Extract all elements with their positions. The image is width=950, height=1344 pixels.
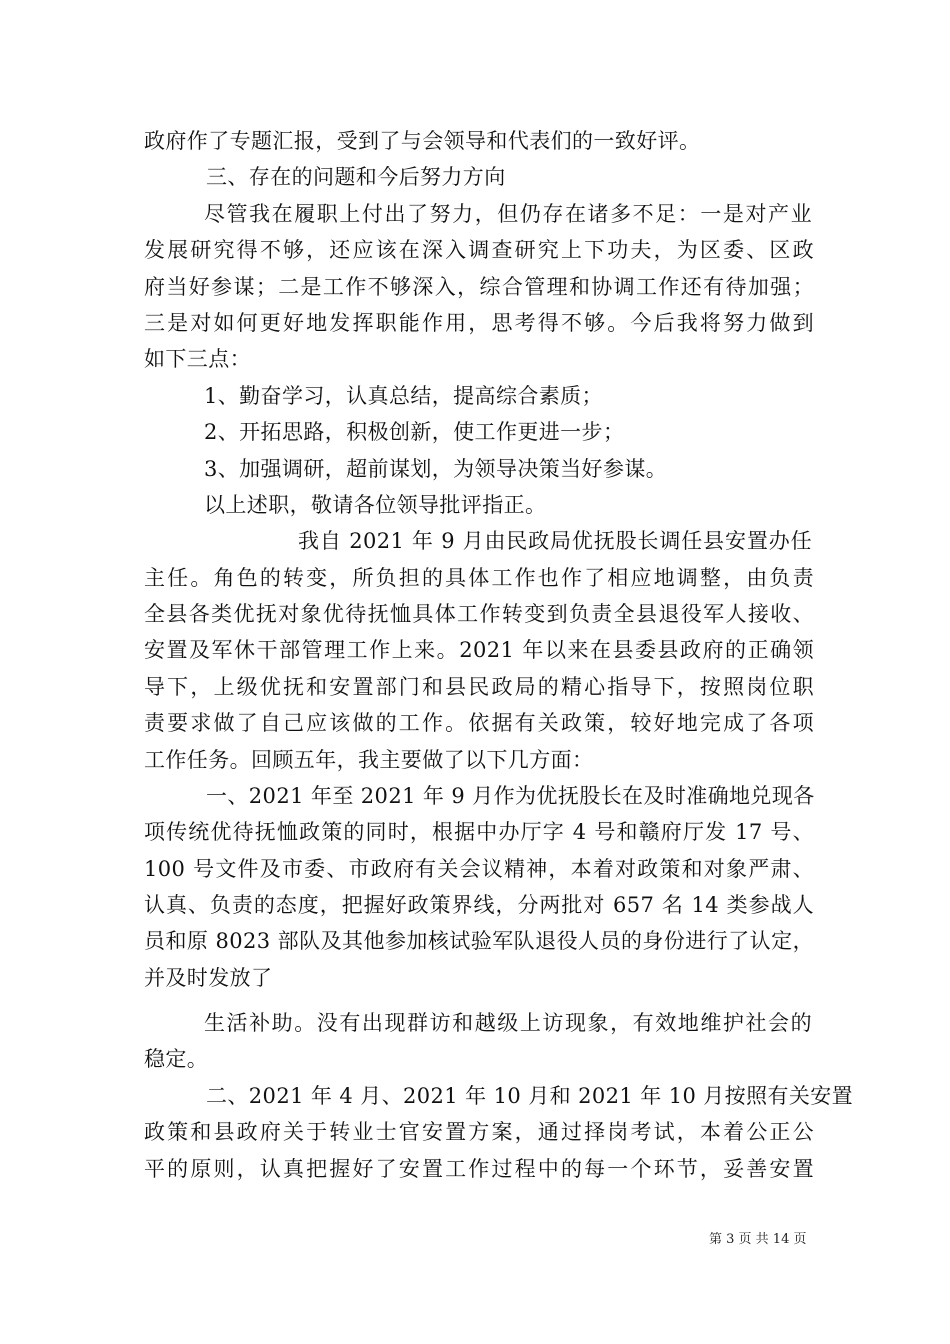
list-item: 1、勤奋学习，认真总结，提高综合素质； bbox=[204, 384, 603, 408]
paragraph-line: 导下，上级优抚和安置部门和县民政局的精心指导下，按照岗位职 bbox=[144, 675, 814, 699]
list-item: 2、开拓思路，积极创新，使工作更进一步； bbox=[204, 420, 625, 444]
paragraph-line: 府当好参谋；二是工作不够深入，综合管理和协调工作还有待加强； bbox=[144, 275, 814, 299]
paragraph-line: 并及时发放了 bbox=[144, 966, 273, 990]
paragraph-line: 如下三点： bbox=[144, 347, 251, 371]
paragraph-line: 100 号文件及市委、市政府有关会议精神，本着对政策和对象严肃、 bbox=[144, 857, 814, 881]
paragraph-line: 认真、负责的态度，把握好政策界线，分两批对 657 名 14 类参战人 bbox=[144, 893, 814, 917]
paragraph-line: 政府作了专题汇报，受到了与会领导和代表们的一致好评。 bbox=[144, 129, 701, 153]
list-item: 3、加强调研，超前谋划，为领导决策当好参谋。 bbox=[204, 457, 668, 481]
paragraph-line: 三是对如何更好地发挥职能作用，思考得不够。今后我将努力做到 bbox=[144, 311, 814, 335]
paragraph-line: 平的原则，认真把握好了安置工作过程中的每一个环节，妥善安置 bbox=[144, 1157, 814, 1181]
paragraph-line: 项传统优待抚恤政策的同时，根据中办厅字 4 号和赣府厅发 17 号、 bbox=[144, 820, 814, 844]
section-heading: 三、存在的问题和今后努力方向 bbox=[206, 165, 506, 189]
paragraph-line: 主任。角色的转变，所负担的具体工作也作了相应地调整，由负责 bbox=[144, 566, 814, 590]
paragraph-line: 工作任务。回顾五年，我主要做了以下几方面： bbox=[144, 748, 594, 772]
paragraph-line: 全县各类优抚对象优待抚恤具体工作转变到负责全县退役军人接收、 bbox=[144, 602, 814, 626]
paragraph-line: 稳定。 bbox=[144, 1047, 209, 1071]
paragraph-line: 我自 2021 年 9 月由民政局优抚股长调任县安置办任 bbox=[298, 529, 812, 553]
paragraph-line: 发展研究得不够，还应该在深入调查研究上下功夫，为区委、区政 bbox=[144, 238, 814, 262]
paragraph-line: 员和原 8023 部队及其他参加核试验军队退役人员的身份进行了认定， bbox=[144, 929, 814, 953]
paragraph-line: 政策和县政府关于转业士官安置方案，通过择岗考试，本着公正公 bbox=[144, 1120, 814, 1144]
closing-line: 以上述职，敬请各位领导批评指正。 bbox=[204, 493, 547, 517]
paragraph-line: 尽管我在履职上付出了努力，但仍存在诸多不足：一是对产业 bbox=[204, 202, 812, 226]
paragraph-line: 安置及军休干部管理工作上来。2021 年以来在县委县政府的正确领 bbox=[144, 638, 814, 662]
paragraph-line: 责要求做了自己应该做的工作。依据有关政策，较好地完成了各项 bbox=[144, 711, 814, 735]
paragraph-line: 生活补助。没有出现群访和越级上访现象，有效地维护社会的 bbox=[204, 1011, 812, 1035]
paragraph-line: 二、2021 年 4 月、2021 年 10 月和 2021 年 10 月按照有关安置 bbox=[206, 1084, 854, 1108]
paragraph-line: 一、2021 年至 2021 年 9 月作为优抚股长在及时准确地兑现各 bbox=[206, 784, 815, 808]
page-number-footer: 第 3 页 共 14 页 bbox=[709, 1232, 807, 1247]
